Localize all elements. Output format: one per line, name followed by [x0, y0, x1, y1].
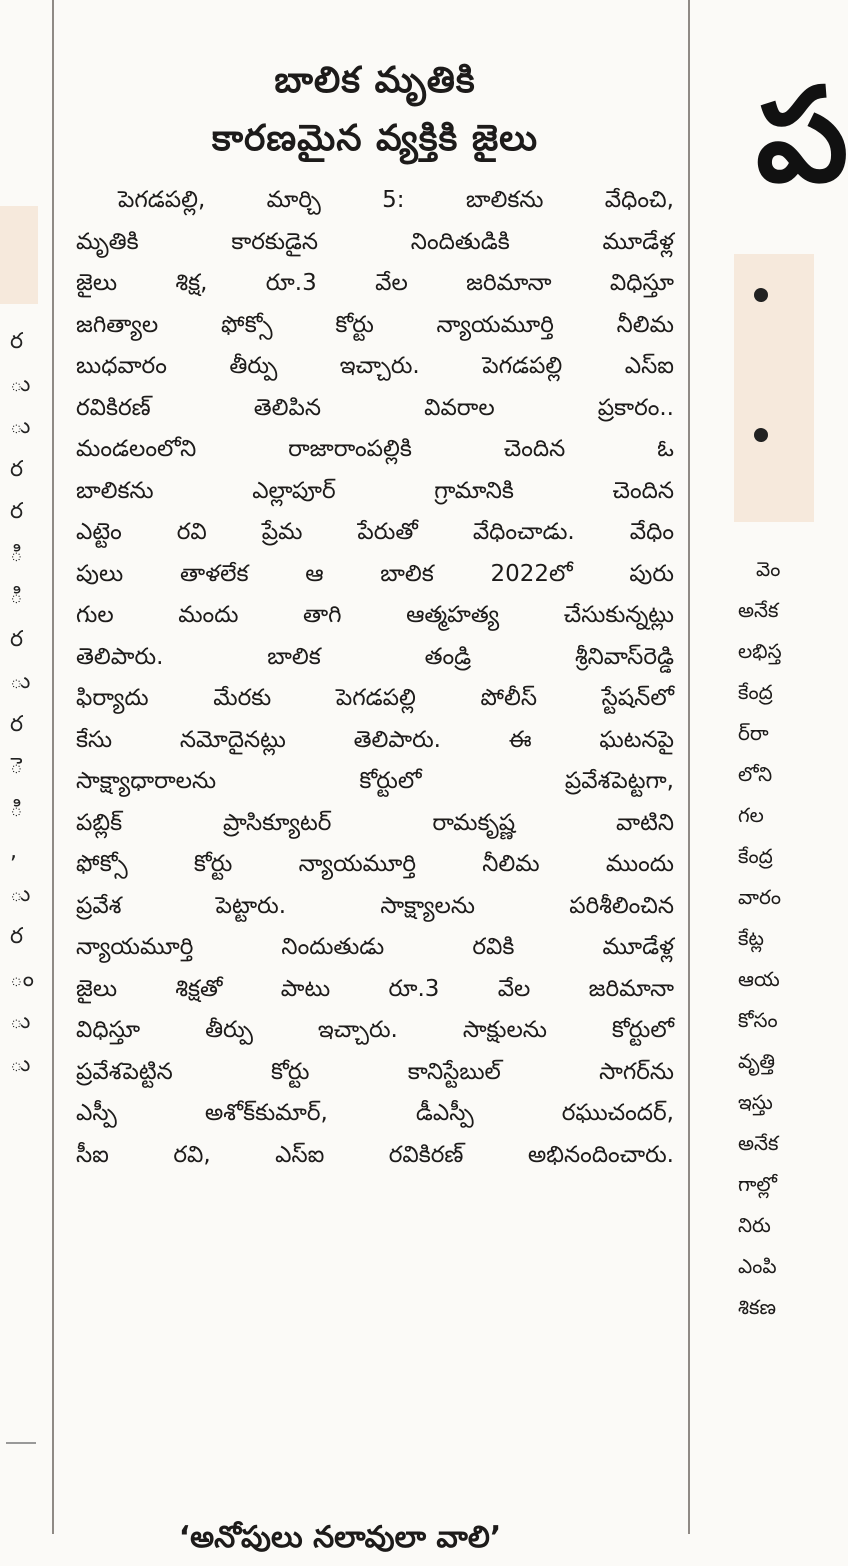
headline-line-2: కారణమైన వ్యక్తికి జైలు [211, 118, 539, 159]
text-fragment: గల [738, 803, 764, 827]
body-line: బాలికను ఎల్లాపూర్ గ్రామానికి చెందిన [76, 477, 674, 504]
headline-line-1: బాలిక మృతికి [274, 60, 476, 101]
body-line: ఫోక్సో కోర్టు న్యాయమూర్తి నీలిమ ముందు [76, 851, 674, 877]
text-fragment: గాల్లో [738, 1172, 777, 1196]
text-fragment: వెం [756, 557, 781, 581]
body-line: కేసు నమోదైనట్లు తెలిపారు. ఈ ఘటనపై [76, 726, 674, 753]
body-line: జగిత్యాల ఫోక్సో కోర్టు న్యాయమూర్తి నీలిమ [76, 311, 674, 338]
text-fragment: శికణ [738, 1295, 776, 1319]
text-fragment: , [10, 839, 17, 864]
body-line: ఎట్టెం రవి ప్రేమ పేరుతో వేధించాడు. వేధిం [76, 519, 674, 545]
text-fragment: ు [10, 881, 31, 907]
text-fragment: ి [10, 796, 23, 822]
column-rule-left [52, 0, 54, 1534]
body-line: ఫిర్యాదు మేరకు పెగడపల్లి పోలీస్ స్టేషన్‌లో [76, 685, 674, 711]
body-line: జైలు శిక్ష, రూ.3 వేల జరిమానా విధిస్తూ [76, 270, 674, 296]
next-article-headline: ‘అనోపులు నలావులా వాలి’ [178, 1520, 502, 1555]
text-fragment: కేంద్ర [738, 680, 773, 704]
text-fragment: లభిస్త [738, 639, 782, 663]
body-line: తెలిపారు. బాలిక తండ్రి శ్రీనివాస్‌రెడ్డి [76, 643, 674, 670]
body-line: పులు తాళలేక ఆ బాలిక 2022లో పురు [76, 560, 674, 587]
right-column-fragment [700, 0, 848, 1534]
body-line: న్యాయమూర్తి నిందుతుడు రవికి మూడేళ్ల [76, 934, 674, 960]
text-fragment: ఎంపి [738, 1254, 777, 1278]
left-column-fragment [0, 0, 40, 1534]
body-line: మృతికి కారకుడైన నిందితుడికి మూడేళ్ల [76, 228, 674, 255]
text-fragment: ర [10, 499, 24, 524]
text-fragment: ర [10, 711, 24, 737]
article-headline [76, 52, 674, 168]
text-fragment: ర [10, 924, 24, 949]
bullet-icon [754, 428, 768, 442]
body-line: గుల మందు తాగి ఆత్మహత్య చేసుకున్నట్లు [76, 602, 674, 628]
column-rule-right [688, 0, 690, 1534]
text-fragment: ు [10, 371, 31, 397]
highlight-box [0, 206, 38, 304]
body-line: ప్రవేశ పెట్టారు. సాక్ష్యాలను పరిశీలించిన [76, 892, 674, 919]
text-fragment: ి [10, 584, 23, 609]
bullet-icon [754, 288, 768, 302]
body-line: విధిస్తూ తీర్పు ఇచ్చారు. సాక్షులను కోర్టులో [76, 1017, 674, 1043]
text-fragment: వృత్తి [738, 1049, 775, 1073]
divider [6, 1442, 36, 1444]
text-fragment: అనేక [738, 598, 779, 622]
article [76, 0, 674, 1176]
text-fragment: ం [10, 966, 34, 992]
body-line: ప్రవేశపెట్టిన కోర్టు కానిస్టేబుల్ సాగర్‌ను [76, 1058, 674, 1085]
text-fragment: కేంద్ర [738, 844, 773, 868]
text-fragment: కేట్ల [738, 926, 764, 950]
text-fragment: నిరు [738, 1213, 771, 1237]
text-fragment: ర [10, 456, 24, 482]
text-fragment: అనేక [738, 1131, 779, 1155]
text-fragment: ు [10, 1051, 31, 1077]
body-line: బుధవారం తీర్పు ఇచ్చారు. పెగడపల్లి ఎస్ఐ [76, 353, 674, 379]
text-fragment: ఇస్తు [738, 1090, 773, 1114]
highlight-box [734, 254, 814, 522]
text-fragment: ు [10, 1009, 31, 1034]
body-line: మండలంలోని రాజారాంపల్లికి చెందిన ఓ [76, 436, 674, 462]
body-line: జైలు శిక్షతో పాటు రూ.3 వేల జరిమానా [76, 975, 674, 1002]
body-line: సీఐ రవి, ఎస్ఐ రవికిరణ్ అభినందించారు. [76, 1141, 674, 1168]
body-line: రవికిరణ్ తెలిపిన వివరాల ప్రకారం.. [76, 394, 674, 421]
text-fragment: ు [10, 669, 31, 694]
body-line: పబ్లిక్ ప్రాసిక్యూటర్ రామకృష్ణ వాటిని [76, 809, 674, 836]
text-fragment: ఆయ [738, 967, 780, 991]
article-body [76, 180, 674, 1176]
body-line: సాక్ష్యాధారాలను కోర్టులో ప్రవేశపెట్టగా, [76, 768, 674, 794]
text-fragment: ు [10, 414, 31, 439]
text-fragment: లోని [738, 762, 773, 786]
text-fragment: ి [10, 541, 23, 567]
text-fragment: వారం [738, 885, 781, 909]
large-headline-letter: ప [756, 59, 848, 211]
text-fragment: ర [10, 329, 24, 354]
body-line: ఎస్పీ అశోక్‌కుమార్, డీఎస్పీ రఘుచందర్, [76, 1100, 674, 1126]
body-line: పెగడపల్లి, మార్చి 5: బాలికను వేధించి, [118, 187, 674, 213]
text-fragment: ె [10, 754, 23, 779]
text-fragment: ర్‌రా [738, 721, 769, 745]
text-fragment: ర [10, 626, 24, 652]
text-fragment: కోసం [738, 1008, 778, 1032]
